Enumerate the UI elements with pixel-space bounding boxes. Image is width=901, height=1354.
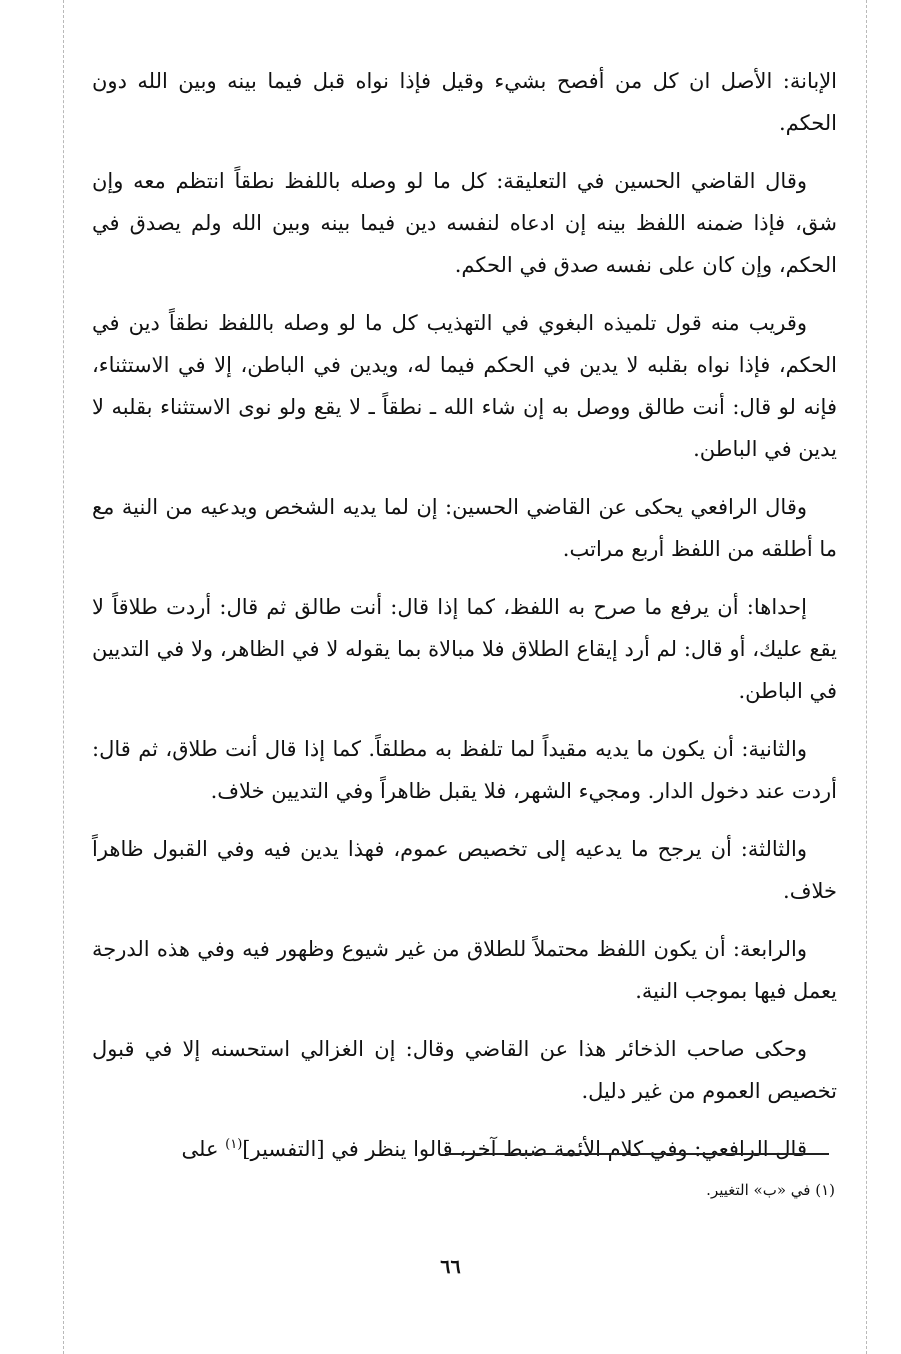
scan-edge-line-right — [866, 0, 867, 1354]
paragraph-8: والرابعة: أن يكون اللفظ محتملاً للطلاق من غير شيوع وظهور فيه وفي هذه الدرجة يعمل فيها بموجب النية. — [92, 937, 837, 1003]
footnote-separator — [445, 1153, 829, 1155]
paragraph-1: الإبانة: الأصل ان كل من أفصح بشيء وقيل فإذا نواه قبل فيما بينه وبين الله دون الحكم. — [92, 69, 837, 135]
footnote-text: (١) في «ب» التغيير. — [706, 1181, 835, 1199]
paragraph-6: والثانية: أن يكون ما يديه مقيداً لما تلفظ به مطلقاً. كما إذا قال أنت طلاق، ثم قال: أردت عند دخول الدار. ومجيء الشهر، فلا يقبل ظاهراً وفي التديين خلاف. — [92, 737, 837, 803]
page-body — [92, 60, 837, 1186]
paragraph-10-text: قال الرافعي: وفي كلام الأئمة ضبط آخر، قالوا ينظر في [التفسير] — [242, 1137, 807, 1161]
paragraph-2: وقال القاضي الحسين في التعليقة: كل ما لو وصله باللفظ نطقاً انتظم معه وإن شق، فإذا ضمنه اللفظ بينه إن ادعاه لنفسه دين فيما بينه وبين الله ولم يصدق في الحكم، وإن كان على نفسه صدق في الحكم. — [92, 169, 837, 277]
paragraph-4: وقال الرافعي يحكى عن القاضي الحسين: إن لما يديه الشخص ويدعيه من النية مع ما أطلقه من اللفظ أربع مراتب. — [92, 495, 837, 561]
paragraph-9: وحكى صاحب الذخائر هذا عن القاضي وقال: إن الغزالي استحسنه إلا في قبول تخصيص العموم من غير دليل. — [92, 1037, 837, 1103]
page-number: ٦٦ — [440, 1256, 461, 1278]
footnote-reference-mark: (١) — [225, 1137, 243, 1152]
paragraph-10-tail: على — [181, 1137, 226, 1161]
scan-edge-line-left — [63, 0, 64, 1354]
paragraph-3: وقريب منه قول تلميذه البغوي في التهذيب كل ما لو وصله باللفظ نطقاً دين في الحكم، فإذا نواه بقلبه لا يدين في الحكم فيما له، ويدين في الباطن، إلا في الاستثناء، فإنه لو قال: أنت طالق ووصل به إن شاء الله ـ نطقاً ـ لا يقع ولو نوى الاستثناء بقلبه لا يدين في الباطن. — [92, 311, 837, 461]
paragraph-7: والثالثة: أن يرجح ما يدعيه إلى تخصيص عموم، فهذا يدين فيه وفي القبول ظاهراً خلاف. — [92, 837, 837, 903]
paragraph-10 — [92, 1128, 837, 1170]
paragraph-5: إحداها: أن يرفع ما صرح به اللفظ، كما إذا قال: أنت طالق ثم قال: أردت طلاقاً لا يقع عليك، أو قال: لم أرد إيقاع الطلاق فلا مبالاة بما يقوله لا في الظاهر، ولا في التديين في الباطن. — [92, 595, 837, 703]
